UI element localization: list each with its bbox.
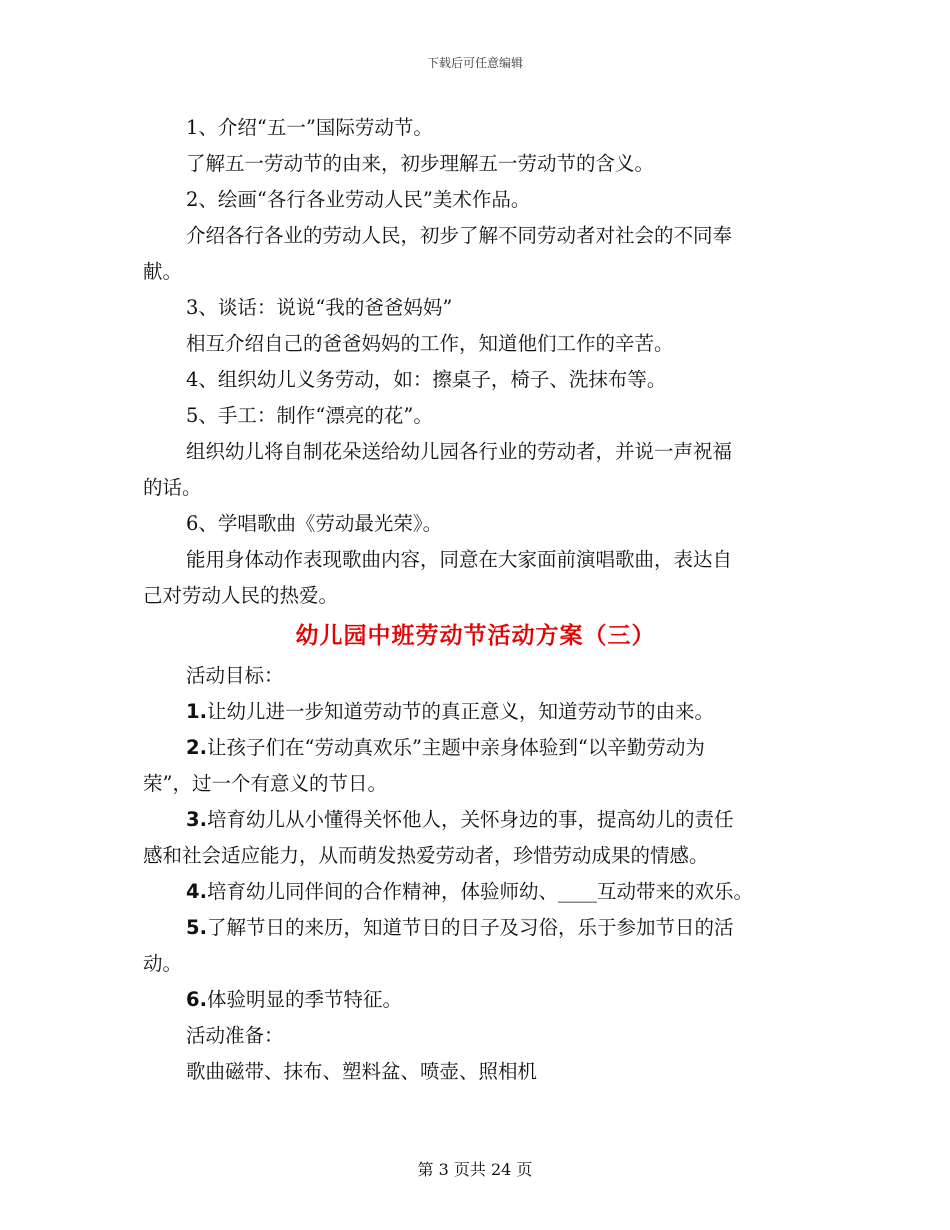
list-item: 2、绘画“各行各业劳动人民”美术作品。 <box>186 188 531 211</box>
paragraph-continuation: 己对劳动人民的热爱。 <box>143 584 339 607</box>
goal-number: 6. <box>186 988 207 1011</box>
goal-item <box>143 982 808 1018</box>
goal-text: 让孩子们在“劳动真欢乐”主题中亲身体验到“以辛勤劳动为 <box>206 736 705 759</box>
goal-continuation: 动。 <box>143 952 183 975</box>
goal-continuation: 荣”，过一个有意义的节日。 <box>143 772 387 795</box>
list-item: 6、学唱歌曲《劳动最光荣》。 <box>186 512 443 535</box>
goal-text: 让幼儿进一步知道劳动节的真正意义，知道劳动节的由来。 <box>206 700 714 723</box>
goal-item <box>143 694 808 730</box>
list-item: 5、手工：制作“漂亮的花”。 <box>186 404 433 427</box>
goal-number: 4. <box>186 880 207 903</box>
goal-continuation: 感和社会适应能力，从而萌发热爱劳动者，珍惜劳动成果的情感。 <box>143 844 709 867</box>
goals-heading: 活动目标： <box>186 664 284 687</box>
goal-text: 培育幼儿从小懂得关怀他人，关怀身边的事，提高幼儿的责任 <box>206 808 734 831</box>
goal-item <box>143 730 808 766</box>
preparation-text: 歌曲磁带、抹布、塑料盆、喷壶、照相机 <box>186 1060 538 1083</box>
document-body <box>143 110 808 1090</box>
paragraph: 组织幼儿将自制花朵送给幼儿园各行业的劳动者，并说一声祝福 <box>186 440 733 463</box>
goal-number: 1. <box>186 700 207 723</box>
paragraph: 能用身体动作表现歌曲内容，同意在大家面前演唱歌曲，表达自 <box>186 548 733 571</box>
paragraph-continuation: 献。 <box>143 260 183 283</box>
preparation-heading: 活动准备： <box>186 1024 284 1047</box>
goal-number: 3. <box>186 808 207 831</box>
page-number: 第 3 页共 24 页 <box>417 1160 533 1179</box>
goal-text: 培育幼儿同伴间的合作精神，体验师幼、____互动带来的欢乐。 <box>206 880 753 903</box>
goal-item <box>143 874 808 910</box>
goal-item <box>143 802 808 838</box>
paragraph: 相互介绍自己的爸爸妈妈的工作，知道他们工作的辛苦。 <box>186 332 674 355</box>
list-item: 3、谈话：说说“我的爸爸妈妈” <box>186 296 453 319</box>
paragraph-continuation: 的话。 <box>143 476 202 499</box>
list-item: 1、介绍“五一”国际劳动节。 <box>186 116 433 139</box>
paragraph: 介绍各行各业的劳动人民，初步了解不同劳动者对社会的不同奉 <box>186 224 733 247</box>
section-title: 幼儿园中班劳动节活动方案（三） <box>295 623 656 649</box>
page-header-note: 下载后可任意编辑 <box>426 56 523 70</box>
goal-text: 了解节日的来历，知道节日的日子及习俗，乐于参加节日的活 <box>206 916 734 939</box>
goal-text: 体验明显的季节特征。 <box>206 988 402 1011</box>
goal-number: 5. <box>186 916 207 939</box>
goal-number: 2. <box>186 736 207 759</box>
paragraph: 了解五一劳动节的由来，初步理解五一劳动节的含义。 <box>186 152 655 175</box>
list-item: 4、组织幼儿义务劳动，如：擦桌子，椅子、洗抹布等。 <box>186 368 667 391</box>
goal-item <box>143 910 808 946</box>
